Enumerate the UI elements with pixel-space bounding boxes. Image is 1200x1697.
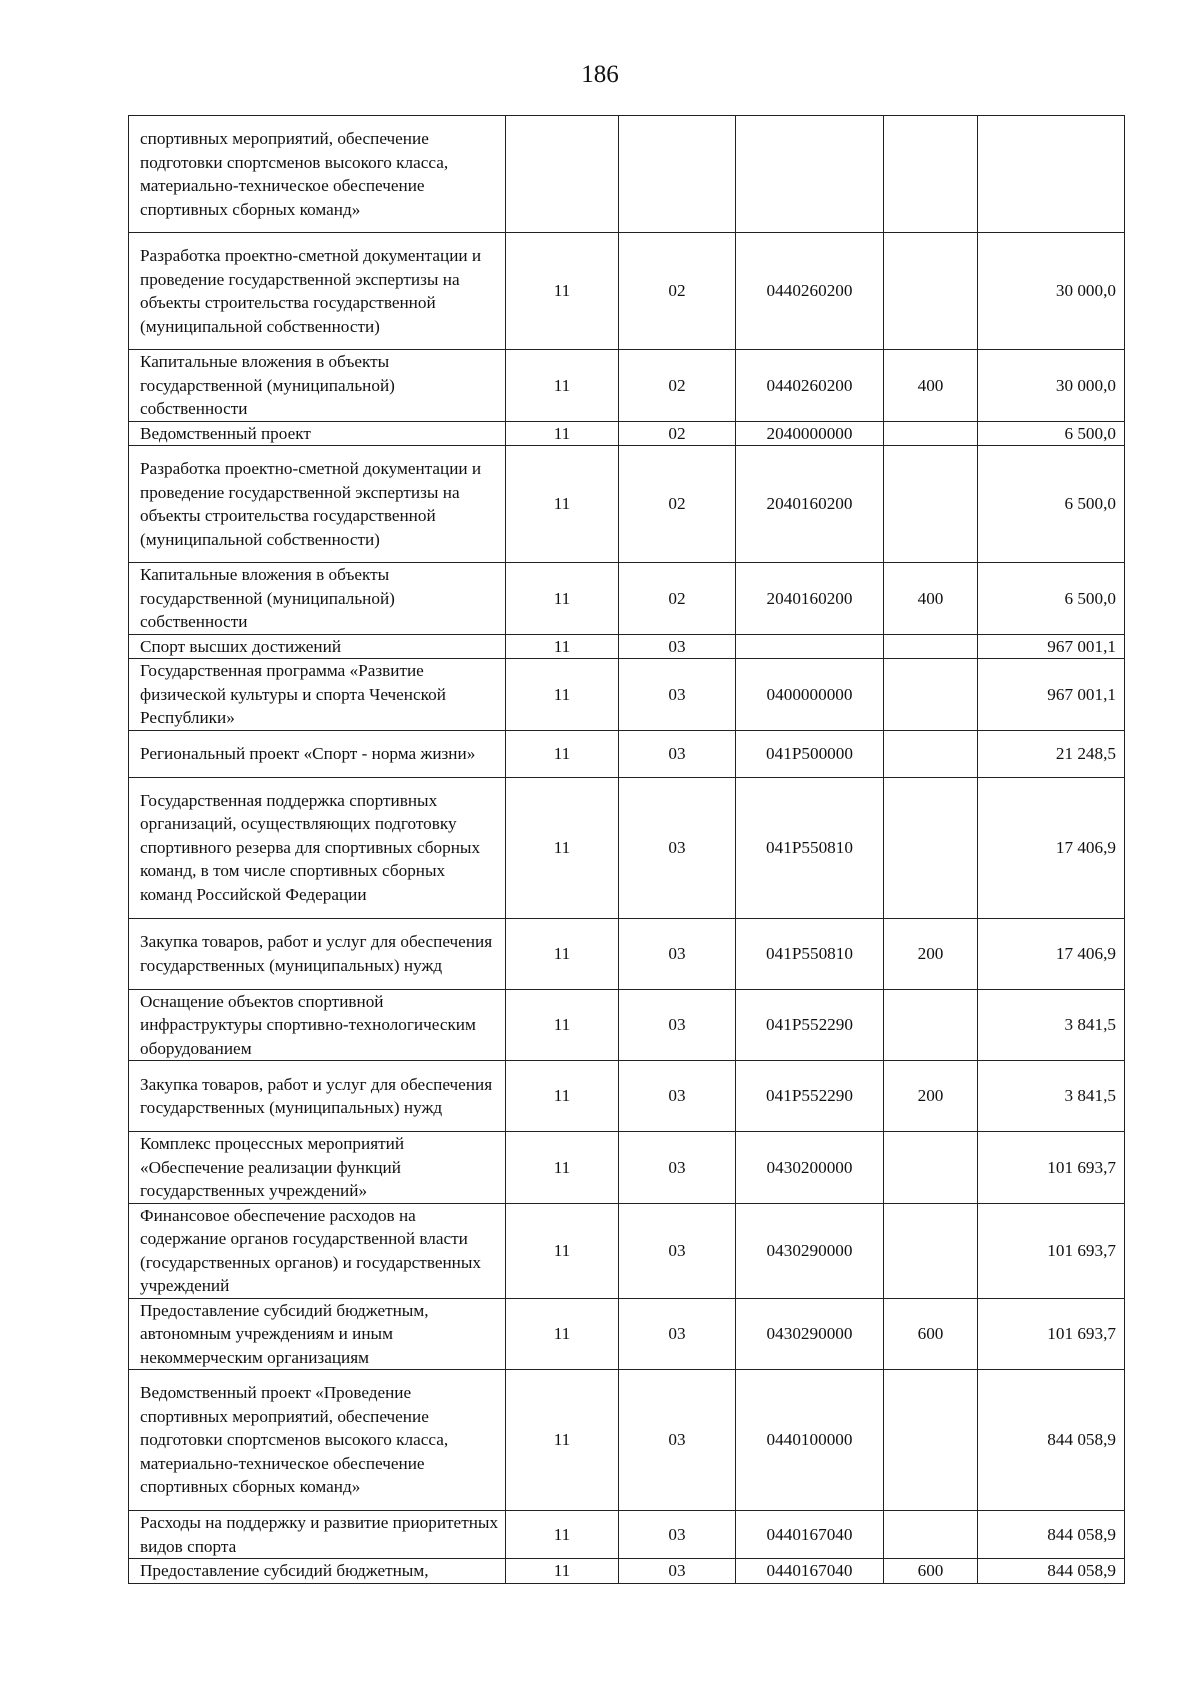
expense-type-cell — [884, 421, 978, 446]
expense-type-cell — [884, 1370, 978, 1511]
expense-type-cell — [884, 777, 978, 918]
section-code-cell: 11 — [506, 659, 619, 731]
section-code-cell: 11 — [506, 918, 619, 989]
subsection-code-cell: 03 — [619, 918, 736, 989]
subsection-code-cell: 03 — [619, 1061, 736, 1132]
section-code-cell: 11 — [506, 1511, 619, 1559]
amount-cell: 967 001,1 — [978, 659, 1125, 731]
expense-type-cell — [884, 659, 978, 731]
subsection-code-cell: 03 — [619, 989, 736, 1061]
subsection-code-cell: 02 — [619, 350, 736, 422]
table-row — [129, 1298, 1125, 1370]
expense-name-cell: Разработка проектно-сметной документации и проведение государственной экспертизы на объекты строительства государственной (муниципальной собственности) — [129, 446, 506, 563]
amount-cell: 30 000,0 — [978, 233, 1125, 350]
section-code-cell: 11 — [506, 421, 619, 446]
amount-cell: 101 693,7 — [978, 1298, 1125, 1370]
target-article-cell: 0430290000 — [736, 1298, 884, 1370]
section-code-cell: 11 — [506, 1370, 619, 1511]
amount-cell: 844 058,9 — [978, 1511, 1125, 1559]
expense-name-cell: Предоставление субсидий бюджетным, автономным учреждениям и иным некоммерческим организациям — [129, 1298, 506, 1370]
section-code-cell: 11 — [506, 446, 619, 563]
subsection-code-cell: 03 — [619, 634, 736, 659]
table-row — [129, 989, 1125, 1061]
amount-cell: 6 500,0 — [978, 446, 1125, 563]
subsection-code-cell: 03 — [619, 1559, 736, 1584]
amount-cell: 844 058,9 — [978, 1370, 1125, 1511]
expense-type-cell — [884, 634, 978, 659]
target-article-cell: 0440260200 — [736, 350, 884, 422]
expense-name-cell: Ведомственный проект «Проведение спортивных мероприятий, обеспечение подготовки спортсменов высокого класса, материально-техническое обеспечение спортивных сборных команд» — [129, 1370, 506, 1511]
subsection-code-cell: 02 — [619, 563, 736, 635]
target-article-cell: 2040160200 — [736, 446, 884, 563]
expense-type-cell — [884, 116, 978, 233]
target-article-cell: 041P550810 — [736, 918, 884, 989]
expense-type-cell — [884, 989, 978, 1061]
table-row — [129, 918, 1125, 989]
section-code-cell: 11 — [506, 730, 619, 777]
table-row — [129, 1203, 1125, 1298]
amount-cell: 101 693,7 — [978, 1203, 1125, 1298]
expense-name-cell: Спорт высших достижений — [129, 634, 506, 659]
table-row — [129, 659, 1125, 731]
target-article-cell: 0440167040 — [736, 1511, 884, 1559]
section-code-cell: 11 — [506, 989, 619, 1061]
section-code-cell: 11 — [506, 777, 619, 918]
budget-table-body — [129, 116, 1125, 1584]
expense-type-cell: 400 — [884, 350, 978, 422]
expense-type-cell — [884, 1511, 978, 1559]
amount-cell: 6 500,0 — [978, 421, 1125, 446]
subsection-code-cell: 03 — [619, 730, 736, 777]
amount-cell: 3 841,5 — [978, 1061, 1125, 1132]
section-code-cell: 11 — [506, 634, 619, 659]
target-article-cell: 041P552290 — [736, 989, 884, 1061]
amount-cell: 17 406,9 — [978, 777, 1125, 918]
section-code-cell: 11 — [506, 1203, 619, 1298]
table-row — [129, 730, 1125, 777]
section-code-cell: 11 — [506, 233, 619, 350]
table-row — [129, 634, 1125, 659]
section-code-cell — [506, 116, 619, 233]
amount-cell: 17 406,9 — [978, 918, 1125, 989]
section-code-cell: 11 — [506, 563, 619, 635]
expense-type-cell — [884, 446, 978, 563]
page-number: 186 — [581, 61, 619, 88]
table-row — [129, 1061, 1125, 1132]
target-article-cell: 0440260200 — [736, 233, 884, 350]
expense-name-cell: Ведомственный проект — [129, 421, 506, 446]
table-row — [129, 350, 1125, 422]
target-article-cell: 0440100000 — [736, 1370, 884, 1511]
target-article-cell: 0430200000 — [736, 1132, 884, 1204]
expense-type-cell: 600 — [884, 1298, 978, 1370]
subsection-code-cell: 03 — [619, 1370, 736, 1511]
table-row — [129, 446, 1125, 563]
subsection-code-cell: 03 — [619, 1132, 736, 1204]
subsection-code-cell: 03 — [619, 777, 736, 918]
target-article-cell: 0430290000 — [736, 1203, 884, 1298]
section-code-cell: 11 — [506, 1132, 619, 1204]
expense-name-cell: Расходы на поддержку и развитие приоритетных видов спорта — [129, 1511, 506, 1559]
expense-type-cell — [884, 1132, 978, 1204]
table-row — [129, 1370, 1125, 1511]
expense-name-cell: спортивных мероприятий, обеспечение подготовки спортсменов высокого класса, материально-техническое обеспечение спортивных сборных команд» — [129, 116, 506, 233]
table-row — [129, 116, 1125, 233]
expense-name-cell: Государственная программа «Развитие физической культуры и спорта Чеченской Республики» — [129, 659, 506, 731]
expense-type-cell — [884, 233, 978, 350]
table-row — [129, 421, 1125, 446]
target-article-cell: 0440167040 — [736, 1559, 884, 1584]
target-article-cell: 0400000000 — [736, 659, 884, 731]
expense-type-cell: 200 — [884, 1061, 978, 1132]
expense-name-cell: Финансовое обеспечение расходов на содержание органов государственной власти (государственных органов) и государственных учреждений — [129, 1203, 506, 1298]
section-code-cell: 11 — [506, 1559, 619, 1584]
table-row — [129, 777, 1125, 918]
target-article-cell: 2040160200 — [736, 563, 884, 635]
amount-cell: 30 000,0 — [978, 350, 1125, 422]
expense-name-cell: Предоставление субсидий бюджетным, — [129, 1559, 506, 1584]
amount-cell: 6 500,0 — [978, 563, 1125, 635]
expense-name-cell: Разработка проектно-сметной документации и проведение государственной экспертизы на объекты строительства государственной (муниципальной собственности) — [129, 233, 506, 350]
section-code-cell: 11 — [506, 1298, 619, 1370]
table-row — [129, 1132, 1125, 1204]
expense-name-cell: Капитальные вложения в объекты государственной (муниципальной) собственности — [129, 563, 506, 635]
amount-cell — [978, 116, 1125, 233]
expense-name-cell: Закупка товаров, работ и услуг для обеспечения государственных (муниципальных) нужд — [129, 1061, 506, 1132]
target-article-cell: 041P552290 — [736, 1061, 884, 1132]
expense-name-cell: Капитальные вложения в объекты государственной (муниципальной) собственности — [129, 350, 506, 422]
target-article-cell: 041P500000 — [736, 730, 884, 777]
expense-name-cell: Государственная поддержка спортивных организаций, осуществляющих подготовку спортивного резерва для спортивных сборных команд, в том числе спортивных сборных команд Российской Федерации — [129, 777, 506, 918]
target-article-cell — [736, 116, 884, 233]
subsection-code-cell: 03 — [619, 1298, 736, 1370]
table-row — [129, 1559, 1125, 1584]
amount-cell: 21 248,5 — [978, 730, 1125, 777]
subsection-code-cell: 03 — [619, 659, 736, 731]
amount-cell: 967 001,1 — [978, 634, 1125, 659]
subsection-code-cell: 02 — [619, 446, 736, 563]
section-code-cell: 11 — [506, 1061, 619, 1132]
expense-name-cell: Региональный проект «Спорт - норма жизни» — [129, 730, 506, 777]
budget-table — [128, 115, 1125, 1584]
expense-type-cell — [884, 730, 978, 777]
expense-type-cell: 400 — [884, 563, 978, 635]
table-row — [129, 1511, 1125, 1559]
table-row — [129, 233, 1125, 350]
subsection-code-cell: 03 — [619, 1511, 736, 1559]
expense-name-cell: Закупка товаров, работ и услуг для обеспечения государственных (муниципальных) нужд — [129, 918, 506, 989]
amount-cell: 3 841,5 — [978, 989, 1125, 1061]
target-article-cell: 041P550810 — [736, 777, 884, 918]
section-code-cell: 11 — [506, 350, 619, 422]
expense-type-cell — [884, 1203, 978, 1298]
amount-cell: 844 058,9 — [978, 1559, 1125, 1584]
target-article-cell — [736, 634, 884, 659]
expense-name-cell: Оснащение объектов спортивной инфраструктуры спортивно-технологическим оборудованием — [129, 989, 506, 1061]
subsection-code-cell: 02 — [619, 421, 736, 446]
expense-type-cell: 600 — [884, 1559, 978, 1584]
amount-cell: 101 693,7 — [978, 1132, 1125, 1204]
subsection-code-cell — [619, 116, 736, 233]
target-article-cell: 2040000000 — [736, 421, 884, 446]
subsection-code-cell: 03 — [619, 1203, 736, 1298]
expense-name-cell: Комплекс процессных мероприятий «Обеспечение реализации функций государственных учреждений» — [129, 1132, 506, 1204]
expense-type-cell: 200 — [884, 918, 978, 989]
table-row — [129, 563, 1125, 635]
subsection-code-cell: 02 — [619, 233, 736, 350]
